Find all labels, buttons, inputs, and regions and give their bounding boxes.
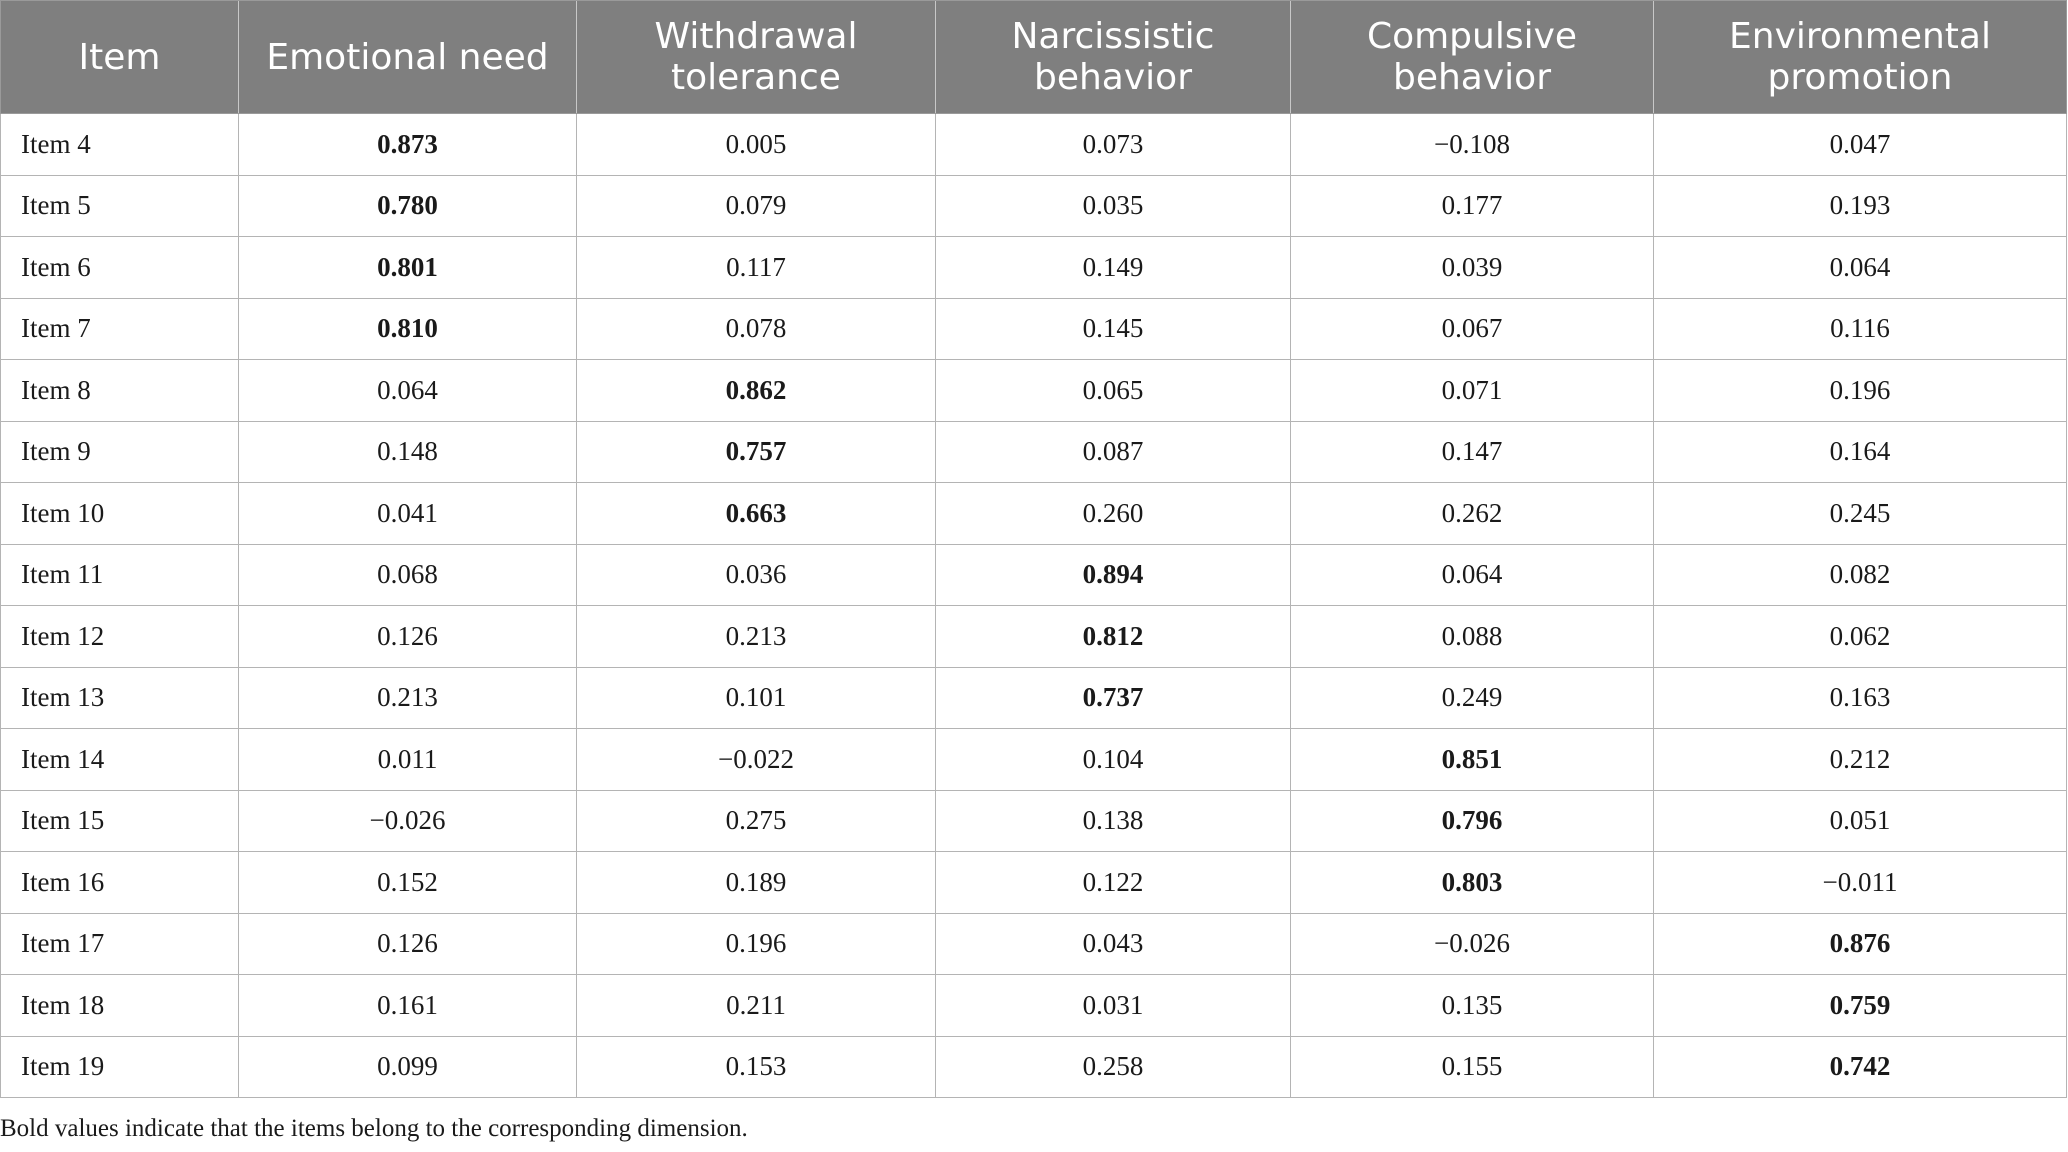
- loading-value-cell: 0.062: [1654, 606, 2067, 668]
- loading-value-cell: 0.757: [577, 421, 936, 483]
- loading-value-cell: 0.065: [936, 360, 1291, 422]
- item-label-cell: Item 15: [1, 790, 239, 852]
- table-footnote: Bold values indicate that the items belong to the corresponding dimension.: [0, 1115, 748, 1142]
- table-row: [1, 606, 2067, 668]
- loading-value-cell: 0.213: [239, 667, 577, 729]
- loading-value-cell: 0.796: [1291, 790, 1654, 852]
- loading-value-cell: 0.249: [1291, 667, 1654, 729]
- loading-value-cell: 0.742: [1654, 1036, 2067, 1098]
- loading-value-cell: 0.189: [577, 852, 936, 914]
- loading-value-cell: 0.117: [577, 237, 936, 299]
- loading-value-cell: 0.036: [577, 544, 936, 606]
- loading-value-cell: 0.851: [1291, 729, 1654, 791]
- loading-value-cell: 0.812: [936, 606, 1291, 668]
- item-label-cell: Item 17: [1, 913, 239, 975]
- loading-value-cell: −0.108: [1291, 114, 1654, 176]
- item-label-cell: Item 19: [1, 1036, 239, 1098]
- loading-value-cell: 0.064: [1654, 237, 2067, 299]
- loading-value-cell: 0.082: [1654, 544, 2067, 606]
- loading-value-cell: 0.177: [1291, 175, 1654, 237]
- loading-value-cell: 0.087: [936, 421, 1291, 483]
- loading-value-cell: −0.026: [1291, 913, 1654, 975]
- header-withdrawal-tolerance: Withdrawal tolerance: [577, 1, 936, 114]
- loading-value-cell: 0.196: [577, 913, 936, 975]
- loading-value-cell: 0.101: [577, 667, 936, 729]
- loading-value-cell: 0.138: [936, 790, 1291, 852]
- loading-value-cell: 0.211: [577, 975, 936, 1037]
- table-row: [1, 360, 2067, 422]
- loading-value-cell: 0.258: [936, 1036, 1291, 1098]
- loading-value-cell: 0.051: [1654, 790, 2067, 852]
- item-label-cell: Item 10: [1, 483, 239, 545]
- header-row: [1, 1, 2067, 114]
- loading-value-cell: 0.031: [936, 975, 1291, 1037]
- loading-value-cell: 0.041: [239, 483, 577, 545]
- loading-value-cell: 0.064: [1291, 544, 1654, 606]
- item-label-cell: Item 18: [1, 975, 239, 1037]
- loading-value-cell: 0.149: [936, 237, 1291, 299]
- table-row: [1, 298, 2067, 360]
- loading-value-cell: 0.126: [239, 913, 577, 975]
- header-emotional-need: Emotional need: [239, 1, 577, 114]
- loading-value-cell: 0.071: [1291, 360, 1654, 422]
- loading-value-cell: 0.122: [936, 852, 1291, 914]
- loading-value-cell: 0.862: [577, 360, 936, 422]
- loading-value-cell: 0.078: [577, 298, 936, 360]
- loading-value-cell: 0.245: [1654, 483, 2067, 545]
- loading-value-cell: 0.126: [239, 606, 577, 668]
- loading-value-cell: 0.152: [239, 852, 577, 914]
- loading-value-cell: 0.005: [577, 114, 936, 176]
- table-row: [1, 975, 2067, 1037]
- header-compulsive-behavior: Compulsive behavior: [1291, 1, 1654, 114]
- loading-value-cell: 0.262: [1291, 483, 1654, 545]
- loading-value-cell: 0.039: [1291, 237, 1654, 299]
- loading-value-cell: 0.164: [1654, 421, 2067, 483]
- loading-value-cell: 0.801: [239, 237, 577, 299]
- loading-value-cell: 0.067: [1291, 298, 1654, 360]
- loading-value-cell: 0.780: [239, 175, 577, 237]
- loading-value-cell: 0.047: [1654, 114, 2067, 176]
- table-row: [1, 421, 2067, 483]
- loading-value-cell: 0.193: [1654, 175, 2067, 237]
- loading-value-cell: −0.026: [239, 790, 577, 852]
- loading-value-cell: 0.073: [936, 114, 1291, 176]
- loading-value-cell: 0.148: [239, 421, 577, 483]
- item-label-cell: Item 13: [1, 667, 239, 729]
- loading-value-cell: 0.212: [1654, 729, 2067, 791]
- loading-value-cell: −0.022: [577, 729, 936, 791]
- loading-value-cell: 0.894: [936, 544, 1291, 606]
- loading-value-cell: 0.135: [1291, 975, 1654, 1037]
- table-body: [1, 114, 2067, 1098]
- table-row: [1, 1036, 2067, 1098]
- loading-value-cell: 0.161: [239, 975, 577, 1037]
- table-row: [1, 790, 2067, 852]
- loading-value-cell: 0.737: [936, 667, 1291, 729]
- item-label-cell: Item 6: [1, 237, 239, 299]
- loading-value-cell: 0.035: [936, 175, 1291, 237]
- table-row: [1, 729, 2067, 791]
- item-label-cell: Item 7: [1, 298, 239, 360]
- header-item: Item: [1, 1, 239, 114]
- header-environmental-promotion: Environmental promotion: [1654, 1, 2067, 114]
- item-label-cell: Item 8: [1, 360, 239, 422]
- table-row: [1, 175, 2067, 237]
- loading-value-cell: 0.260: [936, 483, 1291, 545]
- loading-value-cell: 0.213: [577, 606, 936, 668]
- loading-value-cell: 0.876: [1654, 913, 2067, 975]
- loading-value-cell: 0.088: [1291, 606, 1654, 668]
- table-row: [1, 237, 2067, 299]
- item-label-cell: Item 12: [1, 606, 239, 668]
- loading-value-cell: 0.079: [577, 175, 936, 237]
- loading-value-cell: 0.116: [1654, 298, 2067, 360]
- table-row: [1, 667, 2067, 729]
- loading-value-cell: 0.011: [239, 729, 577, 791]
- header-narcissistic-behavior: Narcissistic behavior: [936, 1, 1291, 114]
- loading-value-cell: 0.068: [239, 544, 577, 606]
- item-label-cell: Item 11: [1, 544, 239, 606]
- loading-value-cell: 0.873: [239, 114, 577, 176]
- item-label-cell: Item 14: [1, 729, 239, 791]
- loading-value-cell: 0.145: [936, 298, 1291, 360]
- loading-value-cell: 0.104: [936, 729, 1291, 791]
- item-label-cell: Item 4: [1, 114, 239, 176]
- item-label-cell: Item 16: [1, 852, 239, 914]
- loading-value-cell: 0.099: [239, 1036, 577, 1098]
- table-row: [1, 852, 2067, 914]
- loading-value-cell: 0.803: [1291, 852, 1654, 914]
- loading-value-cell: 0.663: [577, 483, 936, 545]
- table-row: [1, 544, 2067, 606]
- loading-value-cell: −0.011: [1654, 852, 2067, 914]
- item-label-cell: Item 9: [1, 421, 239, 483]
- loading-value-cell: 0.275: [577, 790, 936, 852]
- table-row: [1, 913, 2067, 975]
- loading-value-cell: 0.196: [1654, 360, 2067, 422]
- loading-value-cell: 0.043: [936, 913, 1291, 975]
- loading-value-cell: 0.155: [1291, 1036, 1654, 1098]
- loading-value-cell: 0.163: [1654, 667, 2067, 729]
- loading-value-cell: 0.810: [239, 298, 577, 360]
- loading-value-cell: 0.153: [577, 1036, 936, 1098]
- loading-value-cell: 0.147: [1291, 421, 1654, 483]
- table-row: [1, 483, 2067, 545]
- loading-value-cell: 0.064: [239, 360, 577, 422]
- table-header: [1, 1, 2067, 114]
- loading-value-cell: 0.759: [1654, 975, 2067, 1037]
- table-row: [1, 114, 2067, 176]
- item-label-cell: Item 5: [1, 175, 239, 237]
